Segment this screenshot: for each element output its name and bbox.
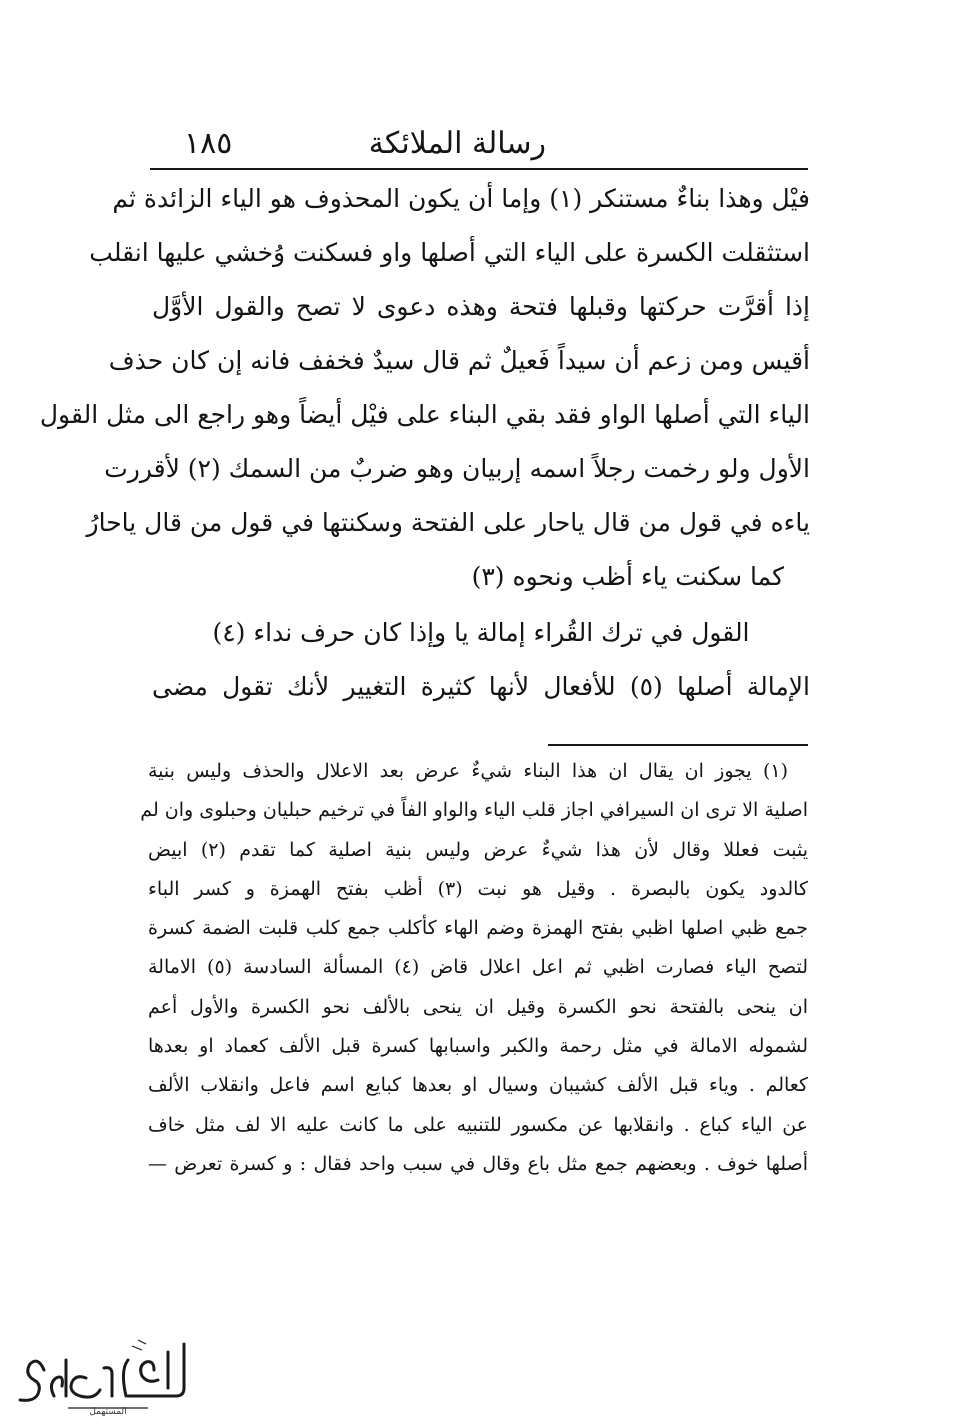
footnote-line: يثبت فعللا وقال لأن هذا شيءٌ عرض وليس بنية اصلية كما تقدم (٢) ابيض bbox=[148, 838, 808, 861]
watermark-logo bbox=[8, 1330, 198, 1416]
footnote-line: لشموله الامالة في مثل رحمة والكبر واسبابها كسرة قبل الألف كعماد او بعدها bbox=[148, 1035, 808, 1058]
running-title: رسالة الملائكة bbox=[368, 126, 546, 161]
footnote-line: (١) يجوز ان يقال ان هذا البناء شيءٌ عرض بعد الاعلال والحذف وليس بنية bbox=[148, 760, 788, 782]
footnote-line: لتصح الياء فصارت اظبي ثم اعل اعلال قاض (٤) المسألة السادسة (٥) الامالة bbox=[148, 956, 808, 979]
text-line: كما سكنت ياء أظب ونحوه (٣) bbox=[471, 562, 784, 591]
text-line: ياءه في قول من قال ياحار على الفتحة وسكنتها في قول من قال ياحارُ bbox=[86, 508, 810, 537]
footnote-line: كعالم . وياء قبل الألف كشيبان وسيال او بعدها كبايع اسم فاعل وانقلاب الألف bbox=[148, 1074, 808, 1097]
text-line: استثقلت الكسرة على الياء التي أصلها واو فسكنت وُخشي عليها انقلب bbox=[89, 238, 810, 267]
text-line: الأول ولو رخمت رجلاً اسمه إربيان وهو ضربٌ من السمك (٢) لأقررت bbox=[104, 454, 810, 483]
footnote-line: اصلية الا ترى ان السيرافي اجاز قلب الياء والواو الفاً في ترخيم حبليان وحبلوى وان لم bbox=[140, 799, 808, 822]
section-heading: القول في ترك القُراء إمالة يا وإذا كان حرف نداء (٤) bbox=[212, 618, 750, 647]
text-line: أقيس ومن زعم أن سيداً فَعيلٌ ثم قال سيدٌ فخفف فانه إن كان حذف bbox=[108, 346, 810, 375]
footnote-line: أصلها خوف . وبعضهم جمع مثل باع وقال في سبب واحد فقال : و كسرة تعرض — bbox=[148, 1152, 808, 1175]
text-line: الإمالة أصلها (٥) للأفعال لأنها كثيرة التغيير لأنك تقول مضى bbox=[152, 672, 810, 701]
watermark-caption: المستهمل bbox=[89, 1407, 127, 1417]
text-line: الياء التي أصلها الواو فقد بقي البناء على فيْل أيضاً وهو راجع الى مثل القول bbox=[39, 400, 810, 429]
footnotes bbox=[140, 752, 808, 1184]
footnote-line: ان ينحى بالفتحة نحو الكسرة وقيل ان ينحى بالألف نحو الكسرة والأول أعم bbox=[148, 995, 808, 1018]
footnote-separator bbox=[548, 744, 808, 746]
footnote-line: جمع ظبي اصلها اظبي بفتح الهمزة وضم الهاء كأكلب جمع كلب قلبت الضمة كسرة bbox=[148, 917, 808, 940]
header-rule bbox=[150, 168, 808, 170]
text-line: إذا أقرَّت حركتها وقبلها فتحة وهذه دعوى لا تصح والقول الأوَّل bbox=[152, 292, 810, 321]
footnote-line: عن الياء كباع . وانقلابها عن مكسور للتنبيه على ما كانت عليه الا لف مثل خاف bbox=[148, 1113, 808, 1136]
page-header bbox=[150, 126, 808, 170]
page-number: ١٨٥ bbox=[184, 126, 233, 161]
text-line: فيْل وهذا بناءٌ مستنكر (١) وإما أن يكون المحذوف هو الياء الزائدة ثم bbox=[112, 184, 810, 213]
main-text bbox=[39, 172, 810, 714]
footnote-line: كالدود يكون بالبصرة . وقيل هو نبت (٣) أظب بفتح الهمزة و كسر الباء bbox=[148, 877, 808, 900]
